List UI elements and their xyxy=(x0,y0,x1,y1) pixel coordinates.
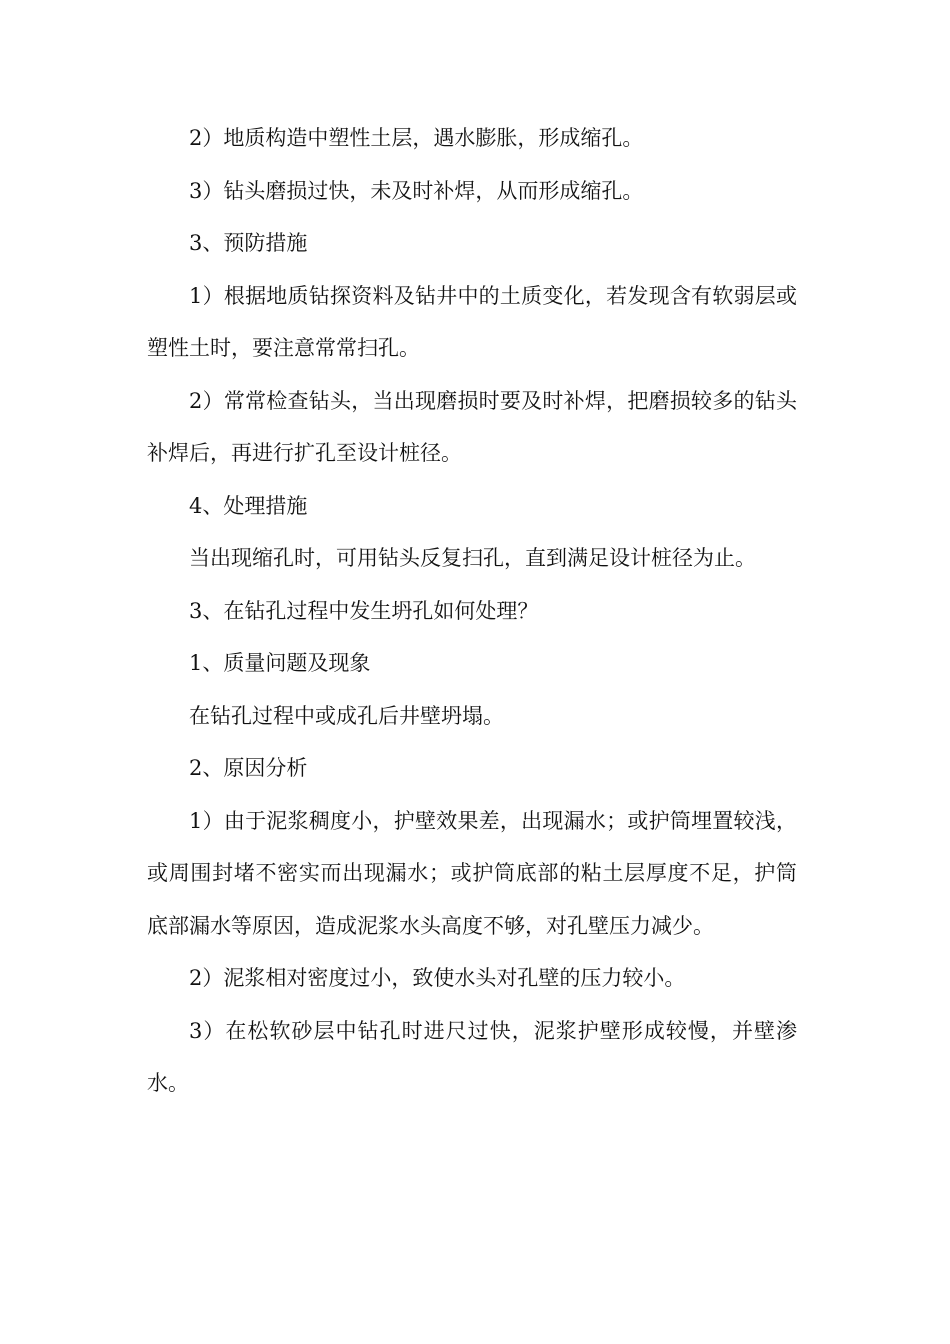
section-heading-treatment: 4、处理措施 xyxy=(189,493,308,518)
section-heading-prevention: 3、预防措施 xyxy=(189,231,308,255)
paragraph-cause-2: 2）地质构造中塑性土层，遇水膨胀，形成缩孔。 xyxy=(189,126,644,150)
question-heading-collapse: 3、在钻孔过程中发生坍孔如何处理？ xyxy=(189,598,539,623)
section-heading-problem: 1、质量问题及现象 xyxy=(189,651,371,675)
paragraph-cause-3: 3）钻头磨损过快，未及时补焊，从而形成缩孔。 xyxy=(189,178,644,203)
paragraph-prevention-2: 2）常常检查钻头，当出现磨损时要及时补焊，把磨损较多的钻头补焊后，再进行扩孔至设计桩径。 xyxy=(147,388,797,465)
paragraph-collapse-cause-1: 1）由于泥浆稠度小，护壁效果差，出现漏水；或护筒埋置较浅，或周围封堵不密实而出现漏水；或护筒底部的粘土层厚度不足，护筒底部漏水等原因，造成泥浆水头高度不够，对孔壁压力减少。 xyxy=(147,808,797,938)
paragraph-prevention-1: 1）根据地质钻探资料及钻井中的土质变化，若发现含有软弱层或塑性土时，要注意常常扫孔。 xyxy=(147,283,797,360)
paragraph-collapse-cause-3: 3）在松软砂层中钻孔时进尺过快，泥浆护壁形成较慢，并壁渗水。 xyxy=(147,1018,797,1095)
paragraph-collapse-cause-2: 2）泥浆相对密度过小，致使水头对孔壁的压力较小。 xyxy=(189,966,686,990)
paragraph-treatment: 当出现缩孔时，可用钻头反复扫孔，直到满足设计桩径为止。 xyxy=(189,546,756,570)
section-heading-cause-analysis: 2、原因分析 xyxy=(189,756,308,780)
document-body xyxy=(147,112,797,1110)
paragraph-problem: 在钻孔过程中或成孔后井壁坍塌。 xyxy=(189,703,504,728)
